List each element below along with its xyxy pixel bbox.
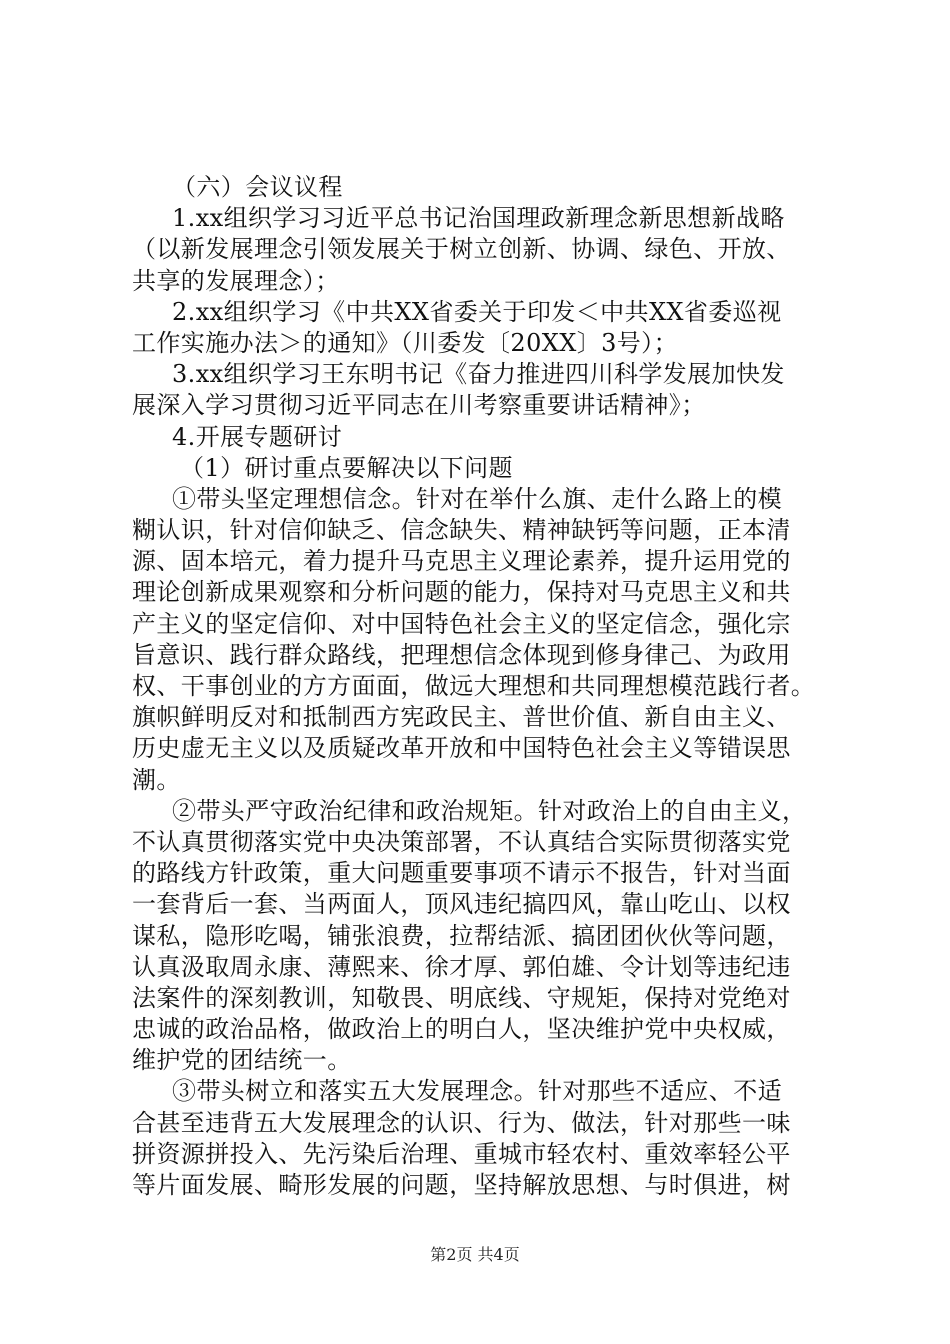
text-line: 共享的发展理念）； (132, 266, 340, 295)
subsection-heading: （1）研讨重点要解决以下问题 (180, 453, 513, 482)
agenda-item-1: 1.xx组织学习习近平总书记治国理政新理念新思想新战略 (172, 204, 785, 233)
text-line: 糊认识，针对信仰缺乏、信念缺失、精神缺钙等问题，正本清 (132, 516, 791, 545)
section-heading: （六）会议议程 (172, 173, 343, 201)
text-line: 的路线方针政策，重大问题重要事项不请示不报告，针对当面 (132, 859, 791, 888)
page-footer: 第2页 共4页 (430, 1245, 520, 1264)
text-line: 产主义的坚定信仰、对中国特色社会主义的坚定信念，强化宗 (132, 609, 791, 638)
agenda-item-4: 4.开展专题研讨 (172, 422, 343, 451)
text-line: 历史虚无主义以及质疑改革开放和中国特色社会主义等错误思 (132, 734, 791, 763)
text-line: 忠诚的政治品格，做政治上的明白人，坚决维护党中央权威， (132, 1015, 791, 1044)
agenda-item-3: 3.xx组织学习王东明书记《奋力推进四川科学发展加快发 (172, 360, 785, 389)
document-body (132, 172, 832, 1201)
text-line: 不认真贯彻落实党中央决策部署，不认真结合实际贯彻落实党 (132, 827, 791, 856)
text-line: 认真汲取周永康、薄熙来、徐才厚、郭伯雄、令计划等违纪违 (132, 952, 791, 981)
point-1: ①带头坚定理想信念。针对在举什么旗、走什么路上的模 (172, 484, 782, 513)
text-line: 潮。 (132, 765, 181, 794)
text-line: 理论创新成果观察和分析问题的能力，保持对马克思主义和共 (132, 578, 791, 607)
point-3: ③带头树立和落实五大发展理念。针对那些不适应、不适 (172, 1077, 782, 1106)
text-line: 法案件的深刻教训，知敬畏、明底线、守规矩，保持对党绝对 (132, 983, 791, 1012)
text-line: 工作实施办法＞的通知》（川委发〔20XX〕3号）； (132, 328, 678, 357)
text-line: 合甚至违背五大发展理念的认识、行为、做法，针对那些一味 (132, 1108, 791, 1137)
text-line: 展深入学习贯彻习近平同志在川考察重要讲话精神》； (132, 391, 706, 420)
text-line: 一套背后一套、当两面人，顶风违纪搞四风，靠山吃山、以权 (132, 890, 791, 919)
text-line: 权、干事创业的方方面面，做远大理想和共同理想模范践行者。 (132, 672, 816, 700)
text-line: 等片面发展、畸形发展的问题，坚持解放思想、与时俱进，树 (132, 1171, 791, 1199)
text-line: 拼资源拼投入、先污染后治理、重城市轻农村、重效率轻公平 (132, 1139, 791, 1168)
text-line: 源、固本培元，着力提升马克思主义理论素养，提升运用党的 (132, 547, 791, 576)
text-line: 维护党的团结统一。 (132, 1046, 352, 1075)
text-line: 旨意识、践行群众路线，把理想信念体现到修身律己、为政用 (132, 640, 791, 669)
text-line: 旗帜鲜明反对和抵制西方宪政民主、普世价值、新自由主义、 (132, 703, 791, 732)
text-line: 谋私，隐形吃喝，铺张浪费，拉帮结派、搞团团伙伙等问题， (132, 921, 791, 950)
text-line: （以新发展理念引领发展关于树立创新、协调、绿色、开放、 (132, 235, 791, 264)
point-2: ②带头严守政治纪律和政治规矩。针对政治上的自由主义， (172, 796, 807, 825)
agenda-item-2: 2.xx组织学习《中共XX省委关于印发＜中共XX省委巡视 (172, 297, 782, 326)
